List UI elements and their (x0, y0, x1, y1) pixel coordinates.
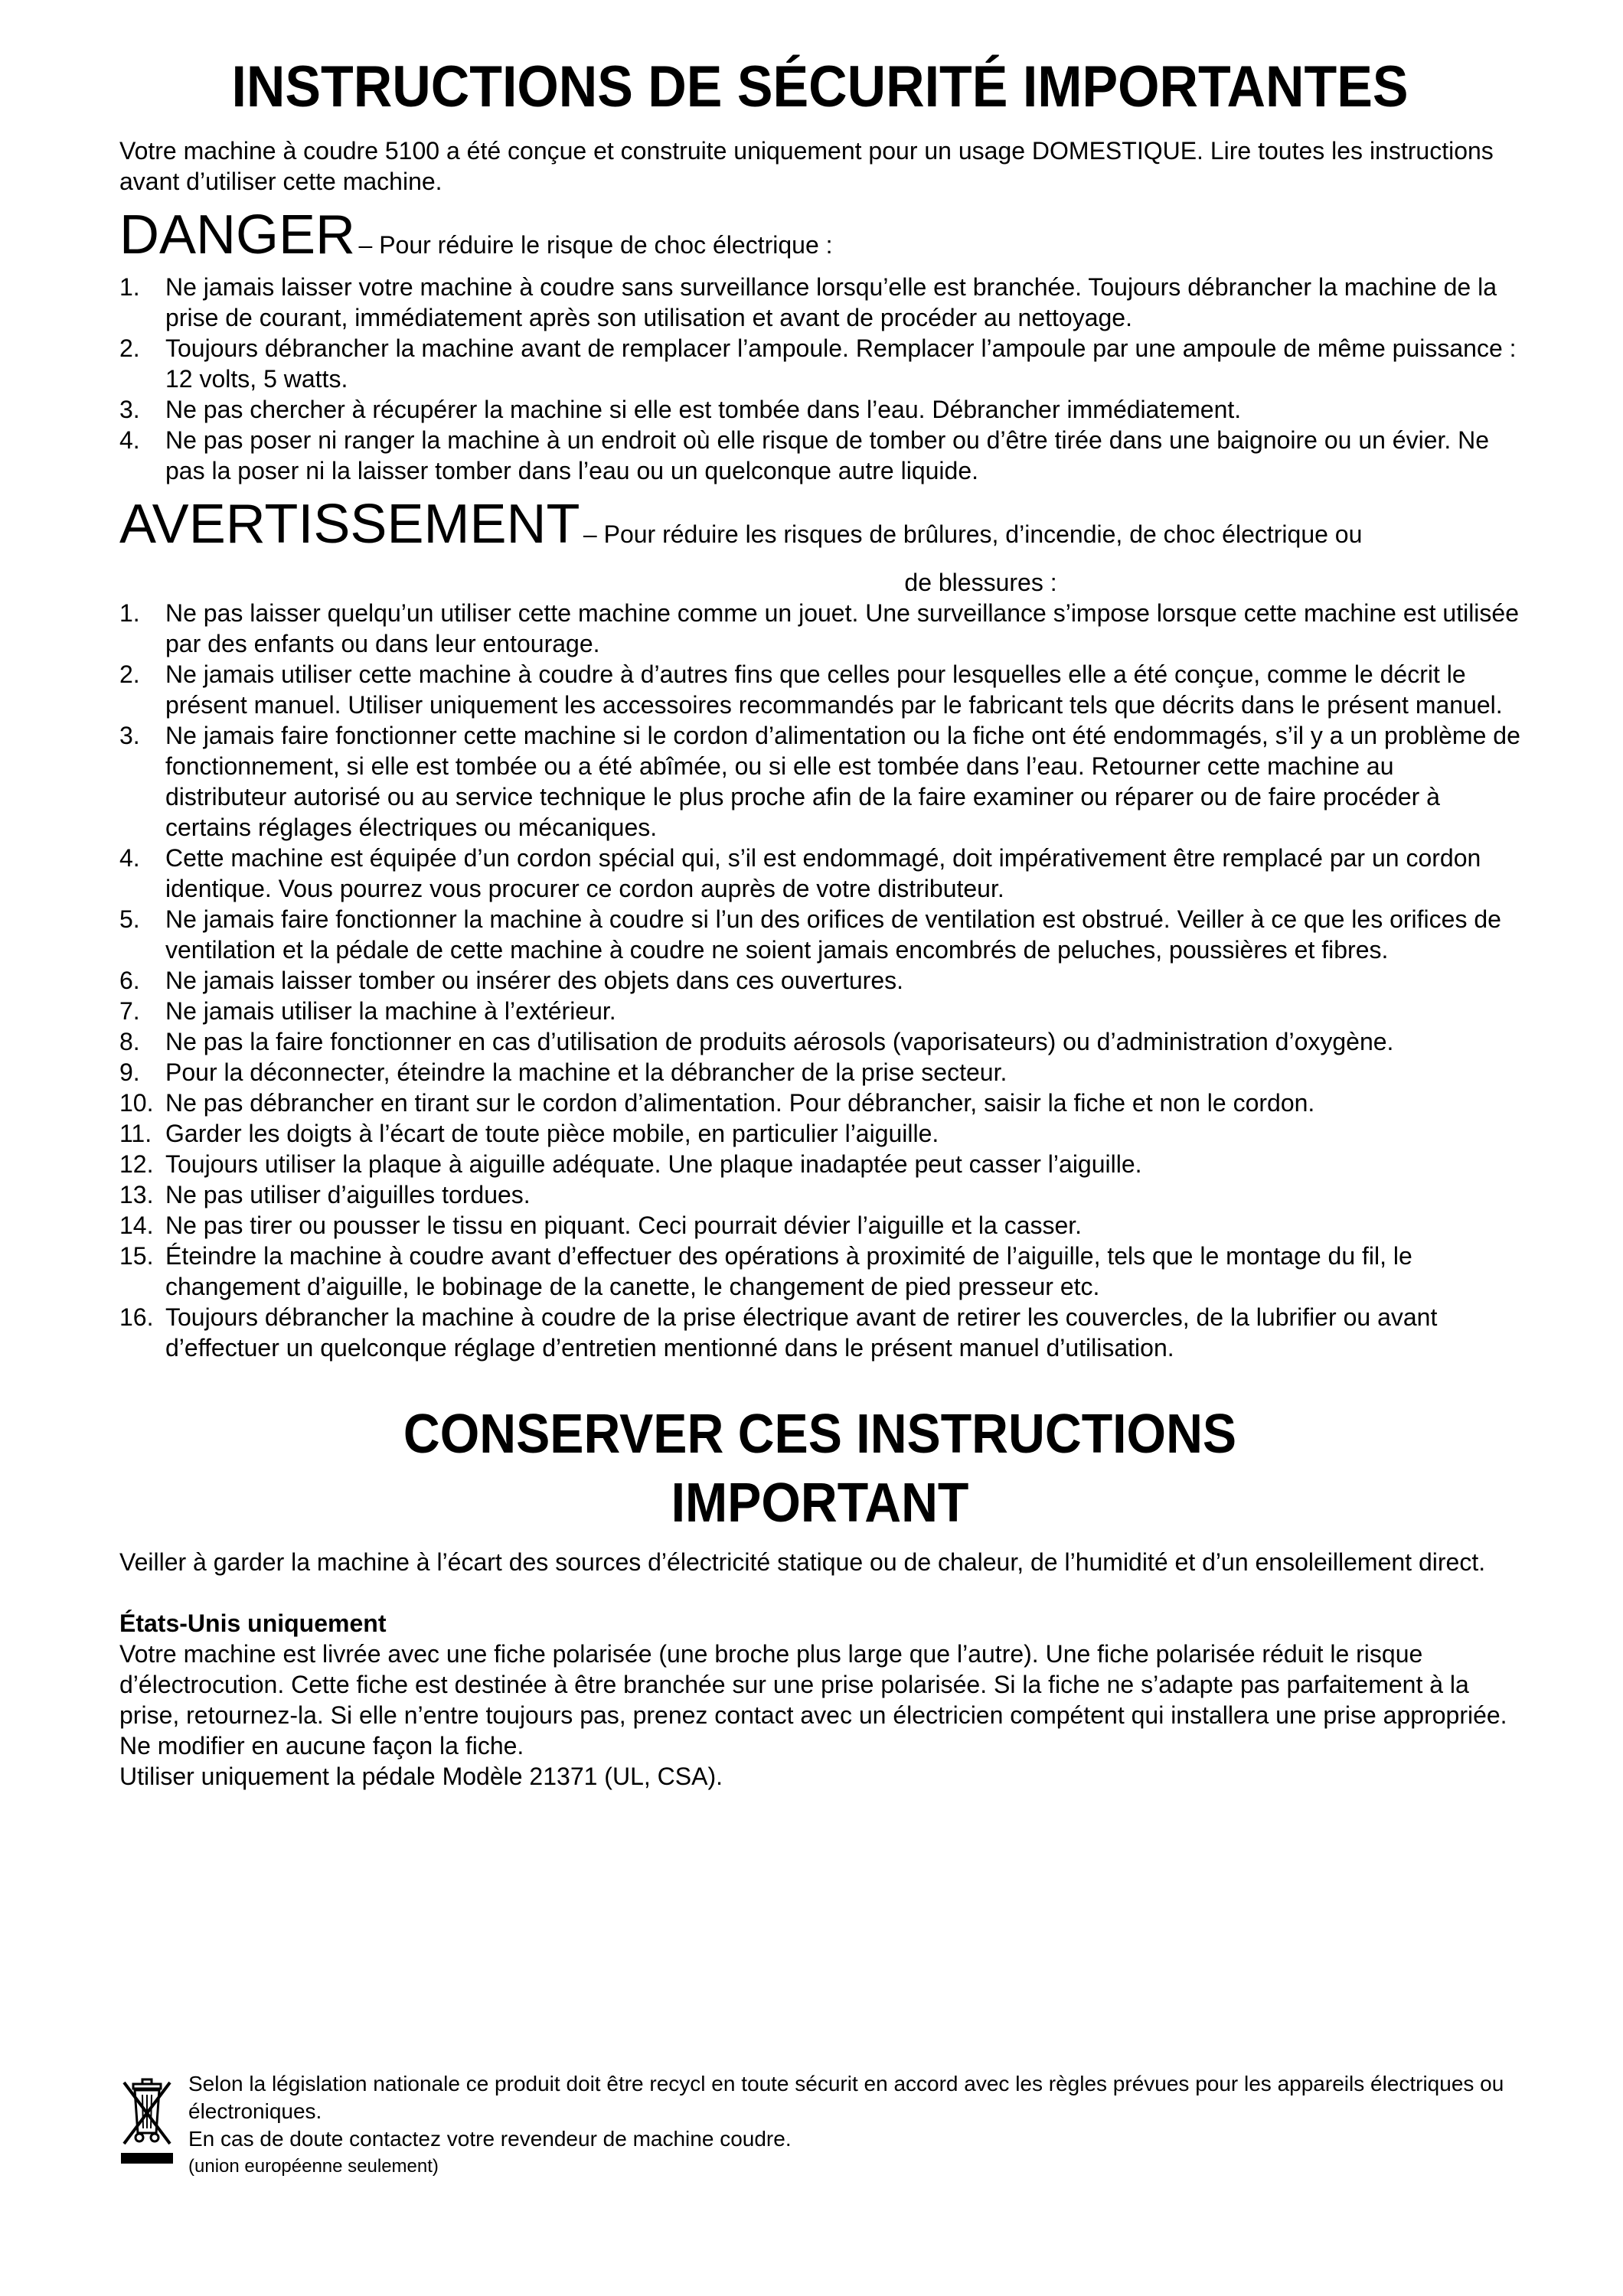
footer-line2: En cas de doute contactez votre revendeur de machine coudre. (188, 2127, 792, 2151)
danger-word: DANGER (119, 204, 356, 266)
intro-paragraph: Votre machine à coudre 5100 a été conçue et construite uniquement pour un usage DOMESTIQUE. Lire toutes les instructions avant d’utiliser cette machine. (119, 137, 1494, 196)
list-item (119, 1241, 1520, 1302)
footer-line1: Selon la législation nationale ce produit doit être recycl en toute sécurit en accord avec les règles prévues pour les appareils électriques ou électroniques. (188, 2072, 1504, 2123)
avertissement-subtitle: – Pour réduire les risques de brûlures, d’incendie, de choc électrique ou (583, 520, 1363, 549)
pedal-note: Utiliser uniquement la pédale Modèle 21371 (UL, CSA). (119, 1763, 723, 1791)
list-item (119, 1210, 1520, 1241)
item-number: 10. (119, 1089, 154, 1117)
item-text: Ne pas tirer ou pousser le tissu en piquant. Ceci pourrait dévier l’aiguille et la casser. (165, 1212, 1083, 1240)
usa-section-title: États-Unis uniquement (119, 1609, 387, 1638)
item-text: Toujours débrancher la machine avant de remplacer l’ampoule. Remplacer l’ampoule par une ampoule de même puissance : 12 volts, 5 watts. (165, 334, 1517, 393)
danger-list (119, 272, 1520, 486)
item-text: Ne jamais laisser tomber ou insérer des objets dans ces ouvertures. (165, 967, 903, 995)
avertissement-heading (119, 494, 1520, 556)
list-item (119, 1302, 1520, 1363)
list-item (119, 720, 1520, 843)
list-item (119, 394, 1520, 425)
item-text: Pour la déconnecter, éteindre la machine et la débrancher de la prise secteur. (165, 1058, 1007, 1087)
danger-heading (119, 204, 1520, 266)
item-text: Ne jamais faire fonctionner cette machine si le cordon d’alimentation ou la fiche ont été endommagés, s’il y a un problème de fonctionnement, si elle est tombée ou a été abîmée, ou si elle est tombée dans l’eau. Retourner cette machine au distributeur autorisé ou au service technique le plus proche afin de la faire examiner ou réparer ou de faire procéder à certains réglages électriques ou mécaniques. (165, 722, 1520, 842)
item-text: Toujours utiliser la plaque à aiguille adéquate. Une plaque inadaptée peut casser l’aiguille. (165, 1150, 1142, 1179)
item-number: 3. (119, 722, 140, 750)
item-number: 13. (119, 1181, 154, 1209)
avertissement-list (119, 598, 1520, 1363)
item-text: Ne jamais utiliser la machine à l’extérieur. (165, 997, 616, 1026)
page-title: INSTRUCTIONS DE SÉCURITÉ IMPORTANTES (231, 54, 1409, 119)
list-item (119, 843, 1520, 904)
save-instructions-title (175, 1400, 1465, 1538)
list-item (119, 425, 1520, 486)
item-number: 7. (119, 997, 140, 1026)
item-text: Toujours débrancher la machine à coudre de la prise électrique avant de retirer les couvercles, de la lubrifier ou avant d’effectuer un quelconque réglage d’entretien mentionné dans le présent manuel d’utilisation. (165, 1303, 1438, 1362)
item-text: Ne jamais laisser votre machine à coudre sans surveillance lorsqu’elle est branchée. Toujours débrancher la machine de la prise de courant, immédiatement après son utilisation et avant de procéder au nettoyage. (165, 273, 1497, 332)
item-number: 12. (119, 1150, 154, 1179)
item-number: 9. (119, 1058, 140, 1087)
item-text: Ne pas laisser quelqu’un utiliser cette machine comme un jouet. Une surveillance s’impose lorsque cette machine est utilisée par des enfants ou dans leur entourage. (165, 599, 1519, 658)
item-number: 5. (119, 905, 140, 934)
avertissement-word: AVERTISSEMENT (119, 494, 580, 556)
list-item (119, 1088, 1520, 1118)
usa-paragraph: Votre machine est livrée avec une fiche polarisée (une broche plus large que l’autre). Une fiche polarisée réduit le risque d’électrocution. Cette fiche est destinée à être branchée sur une prise polarisée. Si la fiche ne s’adapte pas parfaitement à la prise, retournez-la. Si elle n’entre toujours pas, prenez contact avec un électricien compétent qui installera une prise appropriée. Ne modifier en aucune façon la fiche. (119, 1640, 1507, 1760)
item-text: Cette machine est équipée d’un cordon spécial qui, s’il est endommagé, doit impérativement être remplacé par un cordon identique. Vous pourrez vous procurer ce cordon auprès de votre distributeur. (165, 844, 1481, 903)
recycling-footer (119, 2070, 1520, 2180)
item-text: Ne pas la faire fonctionner en cas d’utilisation de produits aérosols (vaporisateurs) ou d’administration d’oxygène. (165, 1028, 1394, 1056)
item-number: 16. (119, 1303, 154, 1332)
list-item (119, 659, 1520, 720)
item-number: 2. (119, 334, 140, 363)
save-title-line2: IMPORTANT (671, 1473, 969, 1534)
item-text: Ne pas utiliser d’aiguilles tordues. (165, 1181, 531, 1209)
item-number: 3. (119, 396, 140, 424)
list-item (119, 904, 1520, 965)
list-item (119, 1057, 1520, 1088)
save-title-line1: CONSERVER CES INSTRUCTIONS (403, 1404, 1237, 1466)
item-number: 6. (119, 967, 140, 995)
danger-subtitle: – Pour réduire le risque de choc électrique : (358, 231, 833, 259)
footer-line3: (union européenne seulement) (188, 2156, 439, 2177)
list-item (119, 598, 1520, 659)
item-number: 2. (119, 660, 140, 689)
list-item (119, 1118, 1520, 1149)
item-number: 4. (119, 844, 140, 872)
item-text: Ne pas poser ni ranger la machine à un endroit où elle risque de tomber ou d’être tirée dans une baignoire ou un évier. Ne pas la poser ni la laisser tomber dans l’eau ou un quelconque autre liquide. (165, 426, 1490, 485)
list-item (119, 1149, 1520, 1179)
item-text: Ne pas chercher à récupérer la machine si elle est tombée dans l’eau. Débrancher immédiatement. (165, 396, 1242, 424)
crossed-bin-icon (119, 2076, 175, 2168)
list-item (119, 996, 1520, 1026)
item-text: Ne jamais faire fonctionner la machine à coudre si l’un des orifices de ventilation est obstrué. Veiller à ce que les orifices de ventilation et la pédale de cette machine à coudre ne soient jamais encombrés de peluches, poussières et fibres. (165, 905, 1501, 964)
item-text: Ne pas débrancher en tirant sur le cordon d’alimentation. Pour débrancher, saisir la fiche et non le cordon. (165, 1089, 1315, 1117)
document-page (119, 54, 1520, 1792)
list-item (119, 1179, 1520, 1210)
list-item (119, 333, 1520, 394)
footer-text (188, 2070, 1520, 2180)
item-number: 1. (119, 273, 140, 302)
list-item (119, 965, 1520, 996)
list-item (119, 272, 1520, 333)
item-number: 14. (119, 1212, 154, 1240)
item-number: 4. (119, 426, 140, 455)
item-number: 11. (119, 1120, 152, 1148)
item-text: Éteindre la machine à coudre avant d’effectuer des opérations à proximité de l’aiguille, tels que le montage du fil, le changement d’aiguille, le bobinage de la canette, le changement de pied presseur etc. (165, 1242, 1412, 1301)
item-text: Ne jamais utiliser cette machine à coudre à d’autres fins que celles pour lesquelles elle a été conçue, comme le décrit le présent manuel. Utiliser uniquement les accessoires recommandés par le fabricant tels que décrits dans le présent manuel. (165, 660, 1503, 719)
item-number: 15. (119, 1242, 154, 1270)
item-text: Garder les doigts à l’écart de toute pièce mobile, en particulier l’aiguille. (165, 1120, 939, 1148)
list-item (119, 1026, 1520, 1057)
save-paragraph: Veiller à garder la machine à l’écart des sources d’électricité statique ou de chaleur, de l’humidité et d’un ensoleillement direct. (119, 1548, 1486, 1577)
avertissement-subtitle-cont: de blessures : (904, 569, 1057, 597)
item-number: 8. (119, 1028, 140, 1056)
item-number: 1. (119, 599, 140, 628)
